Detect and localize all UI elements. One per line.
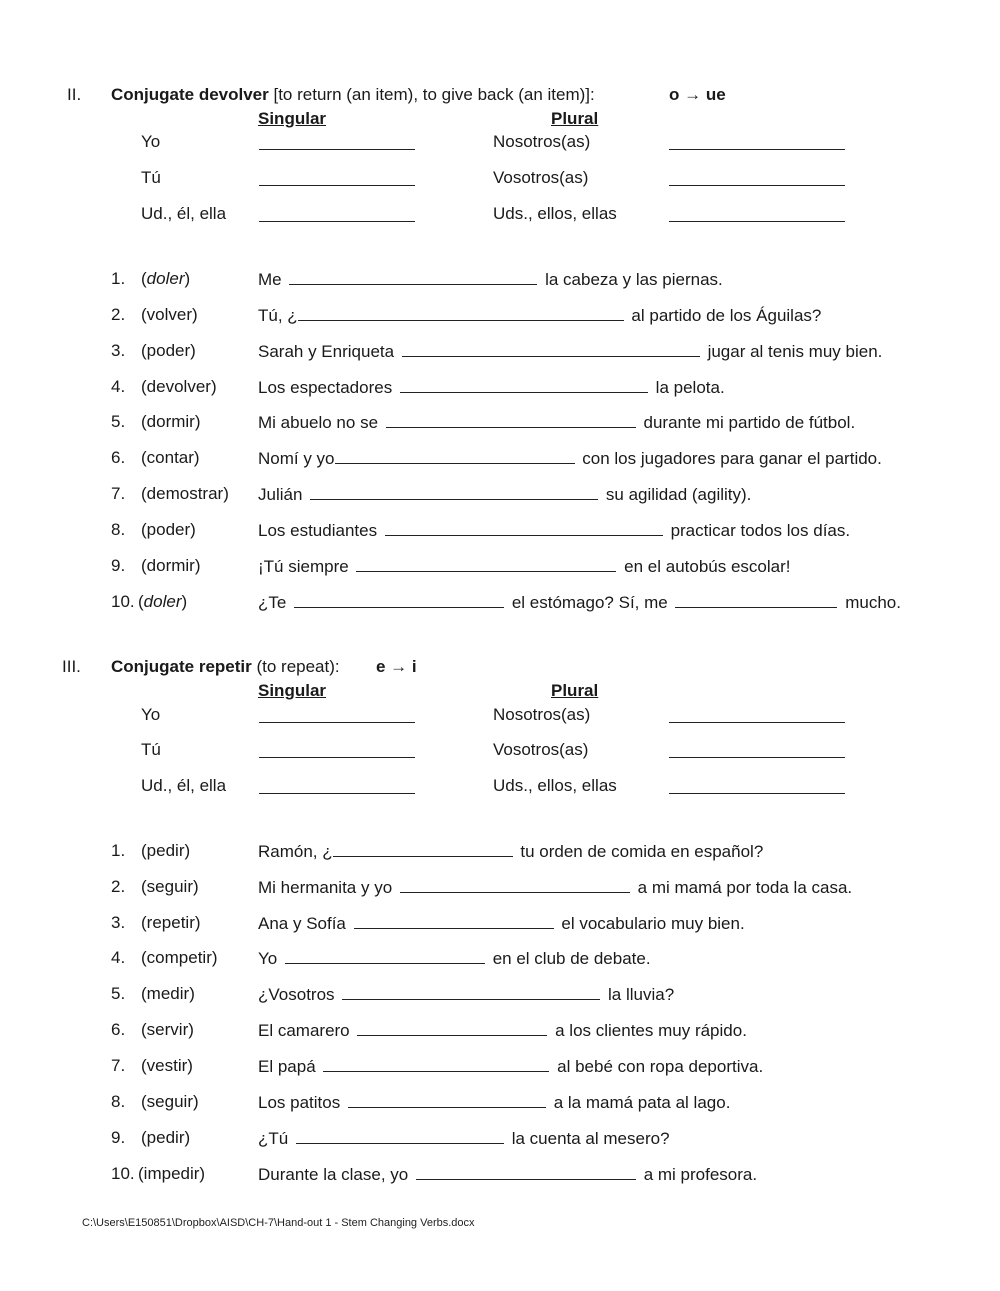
pronoun-label: Uds., ellos, ellas	[493, 204, 617, 223]
item-verb: (pedir)	[141, 841, 191, 860]
answer-blank-tu[interactable]	[259, 170, 415, 186]
pronoun-label: Ud., él, ella	[141, 204, 227, 223]
pronoun-label: Vosotros(as)	[493, 740, 589, 759]
section-3-stem-change: e → i	[376, 657, 417, 676]
answer-blank-nosotros[interactable]	[669, 134, 845, 150]
item-verb: (dormir)	[141, 412, 201, 431]
item-sentence: Los patitos a la mamá pata al lago.	[258, 1093, 731, 1112]
item-number: 10.	[111, 1164, 135, 1183]
item-sentence: Los estudiantes practicar todos los días.	[258, 521, 851, 540]
item-sentence: Sarah y Enriqueta jugar al tenis muy bien.	[258, 342, 883, 361]
answer-blank[interactable]	[289, 269, 537, 285]
item-sentence: ¡Tú siempre en el autobús escolar!	[258, 557, 791, 576]
answer-blank[interactable]	[416, 1164, 636, 1180]
answer-blank[interactable]	[335, 448, 575, 464]
section-2-stem-change: o → ue	[669, 85, 726, 104]
item-number: 5.	[111, 984, 126, 1003]
item-number: 6.	[111, 448, 126, 467]
answer-blank-ud[interactable]	[259, 206, 415, 222]
item-number: 5.	[111, 412, 126, 431]
item-sentence: Me la cabeza y las piernas.	[258, 270, 723, 289]
pronoun-label: Ud., él, ella	[141, 776, 227, 795]
item-sentence: ¿Te el estómago? Sí, me mucho.	[258, 593, 901, 612]
answer-blank[interactable]	[675, 592, 837, 608]
item-verb: (seguir)	[141, 1092, 199, 1111]
answer-blank[interactable]	[294, 592, 504, 608]
answer-blank[interactable]	[354, 913, 554, 929]
answer-blank-vosotros[interactable]	[669, 170, 845, 186]
answer-blank[interactable]	[298, 305, 624, 321]
item-verb: (dormir)	[141, 556, 201, 575]
item-verb: (repetir)	[141, 913, 201, 932]
answer-blank[interactable]	[333, 841, 513, 857]
item-sentence: Ramón, ¿ tu orden de comida en español?	[258, 842, 764, 861]
answer-blank[interactable]	[323, 1056, 549, 1072]
pronoun-label: Vosotros(as)	[493, 168, 589, 187]
item-sentence: Los espectadores la pelota.	[258, 378, 725, 397]
item-verb: (poder)	[141, 520, 196, 539]
answer-blank[interactable]	[386, 412, 636, 428]
item-number: 2.	[111, 305, 126, 324]
section-2-title-rest: [to return (an item), to give back (an item)]:	[268, 85, 595, 104]
section-2-title-bold: Conjugate devolver	[111, 85, 269, 104]
item-verb: (medir)	[141, 984, 195, 1003]
item-sentence: Ana y Sofía el vocabulario muy bien.	[258, 914, 745, 933]
item-sentence: Mi abuelo no se durante mi partido de fútbol.	[258, 413, 856, 432]
item-verb: (contar)	[141, 448, 200, 467]
item-sentence: Nomí y yo con los jugadores para ganar el partido.	[258, 449, 882, 468]
answer-blank-nosotros[interactable]	[669, 707, 845, 723]
section-3-singular-header: Singular	[258, 681, 327, 700]
item-number: 9.	[111, 1128, 126, 1147]
item-number: 7.	[111, 484, 126, 503]
item-sentence: Mi hermanita y yo a mi mamá por toda la casa.	[258, 878, 853, 897]
answer-blank-yo[interactable]	[259, 707, 415, 723]
item-number: 6.	[111, 1020, 126, 1039]
section-3-title-rest: (to repeat):	[251, 657, 340, 676]
answer-blank-uds[interactable]	[669, 206, 845, 222]
pronoun-label: Yo	[141, 132, 161, 151]
item-verb: (devolver)	[141, 377, 217, 396]
item-sentence: El camarero a los clientes muy rápido.	[258, 1021, 747, 1040]
answer-blank-vosotros[interactable]	[669, 742, 845, 758]
item-number: 8.	[111, 520, 126, 539]
item-number: 1.	[111, 269, 126, 288]
answer-blank[interactable]	[402, 341, 700, 357]
item-verb: (vestir)	[141, 1056, 193, 1075]
item-verb: (impedir)	[138, 1164, 206, 1183]
pronoun-label: Tú	[141, 740, 161, 759]
item-verb: (poder)	[141, 341, 196, 360]
answer-blank[interactable]	[357, 1020, 547, 1036]
pronoun-label: Yo	[141, 705, 161, 724]
answer-blank[interactable]	[310, 484, 598, 500]
pronoun-label: Nosotros(as)	[493, 705, 591, 724]
answer-blank[interactable]	[400, 377, 648, 393]
answer-blank[interactable]	[342, 984, 600, 1000]
item-verb: (competir)	[141, 948, 218, 967]
item-number: 4.	[111, 948, 126, 967]
answer-blank[interactable]	[356, 556, 616, 572]
item-sentence: Durante la clase, yo a mi profesora.	[258, 1165, 758, 1184]
item-verb: (pedir)	[141, 1128, 191, 1147]
answer-blank[interactable]	[348, 1092, 546, 1108]
answer-blank[interactable]	[285, 948, 485, 964]
item-sentence: El papá al bebé con ropa deportiva.	[258, 1057, 764, 1076]
item-number: 3.	[111, 913, 126, 932]
answer-blank[interactable]	[385, 520, 663, 536]
answer-blank-tu[interactable]	[259, 742, 415, 758]
item-sentence: ¿Vosotros la lluvia?	[258, 985, 675, 1004]
item-verb: (doler)	[138, 592, 188, 611]
answer-blank[interactable]	[400, 877, 630, 893]
pronoun-label: Uds., ellos, ellas	[493, 776, 617, 795]
item-verb: (demostrar)	[141, 484, 229, 503]
pronoun-label: Nosotros(as)	[493, 132, 591, 151]
item-sentence: Tú, ¿ al partido de los Águilas?	[258, 306, 822, 325]
answer-blank-uds[interactable]	[669, 778, 845, 794]
item-number: 9.	[111, 556, 126, 575]
answer-blank-ud[interactable]	[259, 778, 415, 794]
item-number: 1.	[111, 841, 126, 860]
section-2-singular-header: Singular	[258, 109, 327, 128]
item-verb: (servir)	[141, 1020, 194, 1039]
answer-blank-yo[interactable]	[259, 134, 415, 150]
section-3-title	[111, 657, 340, 677]
item-number: 10.	[111, 592, 135, 611]
item-verb: (volver)	[141, 305, 198, 324]
item-sentence: Julián su agilidad (agility).	[258, 485, 752, 504]
section-3-title-bold: Conjugate repetir	[111, 657, 252, 676]
item-sentence: Yo en el club de debate.	[258, 949, 651, 968]
answer-blank[interactable]	[296, 1128, 504, 1144]
item-number: 8.	[111, 1092, 126, 1111]
footer-file-path: C:\Users\E150851\Dropbox\AISD\CH-7\Hand-out 1 - Stem Changing Verbs.docx	[82, 1217, 475, 1229]
section-3-number: III.	[62, 657, 81, 676]
section-2-number: II.	[67, 85, 82, 104]
item-verb: (doler)	[141, 269, 191, 288]
item-verb: (seguir)	[141, 877, 199, 896]
pronoun-label: Tú	[141, 168, 161, 187]
item-sentence: ¿Tú la cuenta al mesero?	[258, 1129, 670, 1148]
section-2-plural-header: Plural	[551, 109, 599, 128]
item-number: 7.	[111, 1056, 126, 1075]
section-3-plural-header: Plural	[551, 681, 599, 700]
item-number: 2.	[111, 877, 126, 896]
section-2-title	[111, 85, 595, 105]
item-number: 3.	[111, 341, 126, 360]
item-number: 4.	[111, 377, 126, 396]
